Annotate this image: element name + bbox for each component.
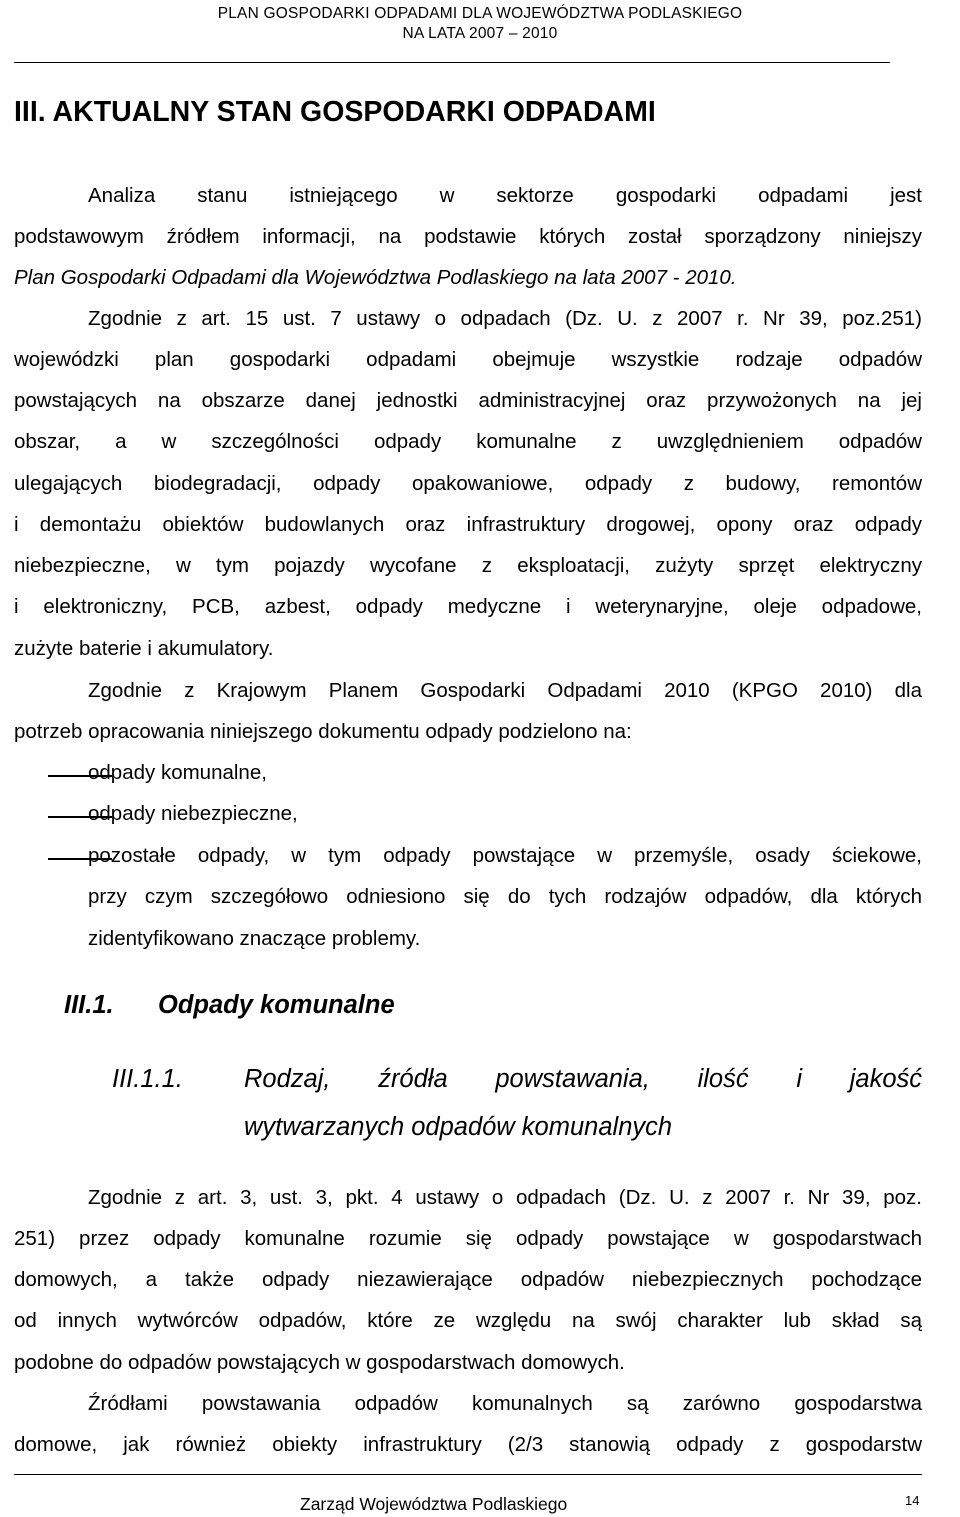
p1-line-12: zużyte baterie i akumulatory. [14, 637, 274, 660]
title-word: Rodzaj, [244, 1065, 331, 1093]
title-word: źródła [378, 1065, 448, 1093]
title-word: jakość [849, 1065, 922, 1093]
p1-line-9: i demontażu obiektów budowlanych oraz infrastruktury drogowej, opony oraz odpady [14, 513, 922, 536]
title-word: i [796, 1065, 802, 1093]
title-word: ilość [697, 1065, 749, 1093]
p1-line-11: i elektroniczny, PCB, azbest, odpady medyczne i weterynaryjne, oleje odpadowe, [14, 595, 922, 618]
subsection-title: Odpady komunalne [158, 991, 395, 1019]
title-word: powstawania, [495, 1065, 650, 1093]
list-item-3-line-1: pozostałe odpady, w tym odpady powstające w przemyśle, osady ściekowe, [88, 844, 922, 867]
p1-line-8: ulegających biodegradacji, odpady opakowaniowe, odpady z budowy, remontów [14, 472, 922, 495]
p3-line-3: domowych, a także odpady niezawierające odpadów niebezpiecznych pochodzące [14, 1268, 922, 1291]
p1-line-2: podstawowym źródłem informacji, na podstawie których został sporządzony niniejszy [14, 225, 922, 248]
subsection-number: III.1. [64, 991, 114, 1019]
p3-line-5: podobne do odpadów powstających w gospodarstwach domowych. [14, 1351, 625, 1374]
p1-line-10: niebezpieczne, w tym pojazdy wycofane z eksploatacji, zużyty sprzęt elektryczny [14, 554, 922, 577]
p1-line-7: obszar, a w szczególności odpady komunalne z uwzględnieniem odpadów [14, 430, 922, 453]
p4-line-1: Źródłami powstawania odpadów komunalnych są zarówno gospodarstwa [88, 1392, 922, 1415]
p1-line-1: Analiza stanu istniejącego w sektorze gospodarki odpadami jest [88, 184, 922, 207]
header-rule [14, 62, 890, 63]
footer-organization: Zarząd Województwa Podlaskiego [300, 1494, 568, 1514]
p3-line-2: 251) przez odpady komunalne rozumie się odpady powstające w gospodarstwach [14, 1227, 922, 1250]
p1-line-4: Zgodnie z art. 15 ust. 7 ustawy o odpadach (Dz. U. z 2007 r. Nr 39, poz.251) [88, 307, 922, 330]
list-item-1: odpady komunalne, [88, 761, 267, 784]
subsubsection-title-line-2: wytwarzanych odpadów komunalnych [244, 1113, 673, 1141]
section-title: III. AKTUALNY STAN GOSPODARKI ODPADAMI [14, 96, 656, 128]
p4-line-2: domowe, jak również obiekty infrastruktury (2/3 stanowią odpady z gospodarstw [14, 1433, 922, 1456]
p1-line-6: powstających na obszarze danej jednostki administracyjnej oraz przywożonych na jej [14, 389, 922, 412]
running-header-line1: PLAN GOSPODARKI ODPADAMI DLA WOJEWÓDZTWA PODLASKIEGO [217, 5, 743, 22]
list-item-3-line-2: przy czym szczegółowo odniesiono się do tych rodzajów odpadów, dla których [88, 885, 922, 908]
p2-line-2: potrzeb opracowania niniejszego dokumentu odpady podzielono na: [14, 720, 632, 743]
list-item-2: odpady niebezpieczne, [88, 802, 298, 825]
p1-line-5: wojewódzki plan gospodarki odpadami obejmuje wszystkie rodzaje odpadów [14, 348, 922, 371]
list-item-3-line-3: zidentyfikowano znaczące problemy. [88, 927, 421, 950]
page-number: 14 [905, 1493, 920, 1508]
footer-rule [14, 1474, 922, 1475]
subsubsection-title-line-1 [244, 1065, 922, 1094]
subsubsection-number: III.1.1. [112, 1065, 183, 1093]
p3-line-1: Zgodnie z art. 3, ust. 3, pkt. 4 ustawy o odpadach (Dz. U. z 2007 r. Nr 39, poz. [88, 1186, 922, 1209]
p1-line-3-plan-title: Plan Gospodarki Odpadami dla Województwa Podlaskiego na lata 2007 - 2010. [14, 266, 737, 289]
p3-line-4: od innych wytwórców odpadów, które ze względu na swój charakter lub skład są [14, 1309, 922, 1332]
p2-line-1: Zgodnie z Krajowym Planem Gospodarki Odpadami 2010 (KPGO 2010) dla [88, 679, 922, 702]
running-header-line2: NA LATA 2007 – 2010 [402, 25, 558, 42]
